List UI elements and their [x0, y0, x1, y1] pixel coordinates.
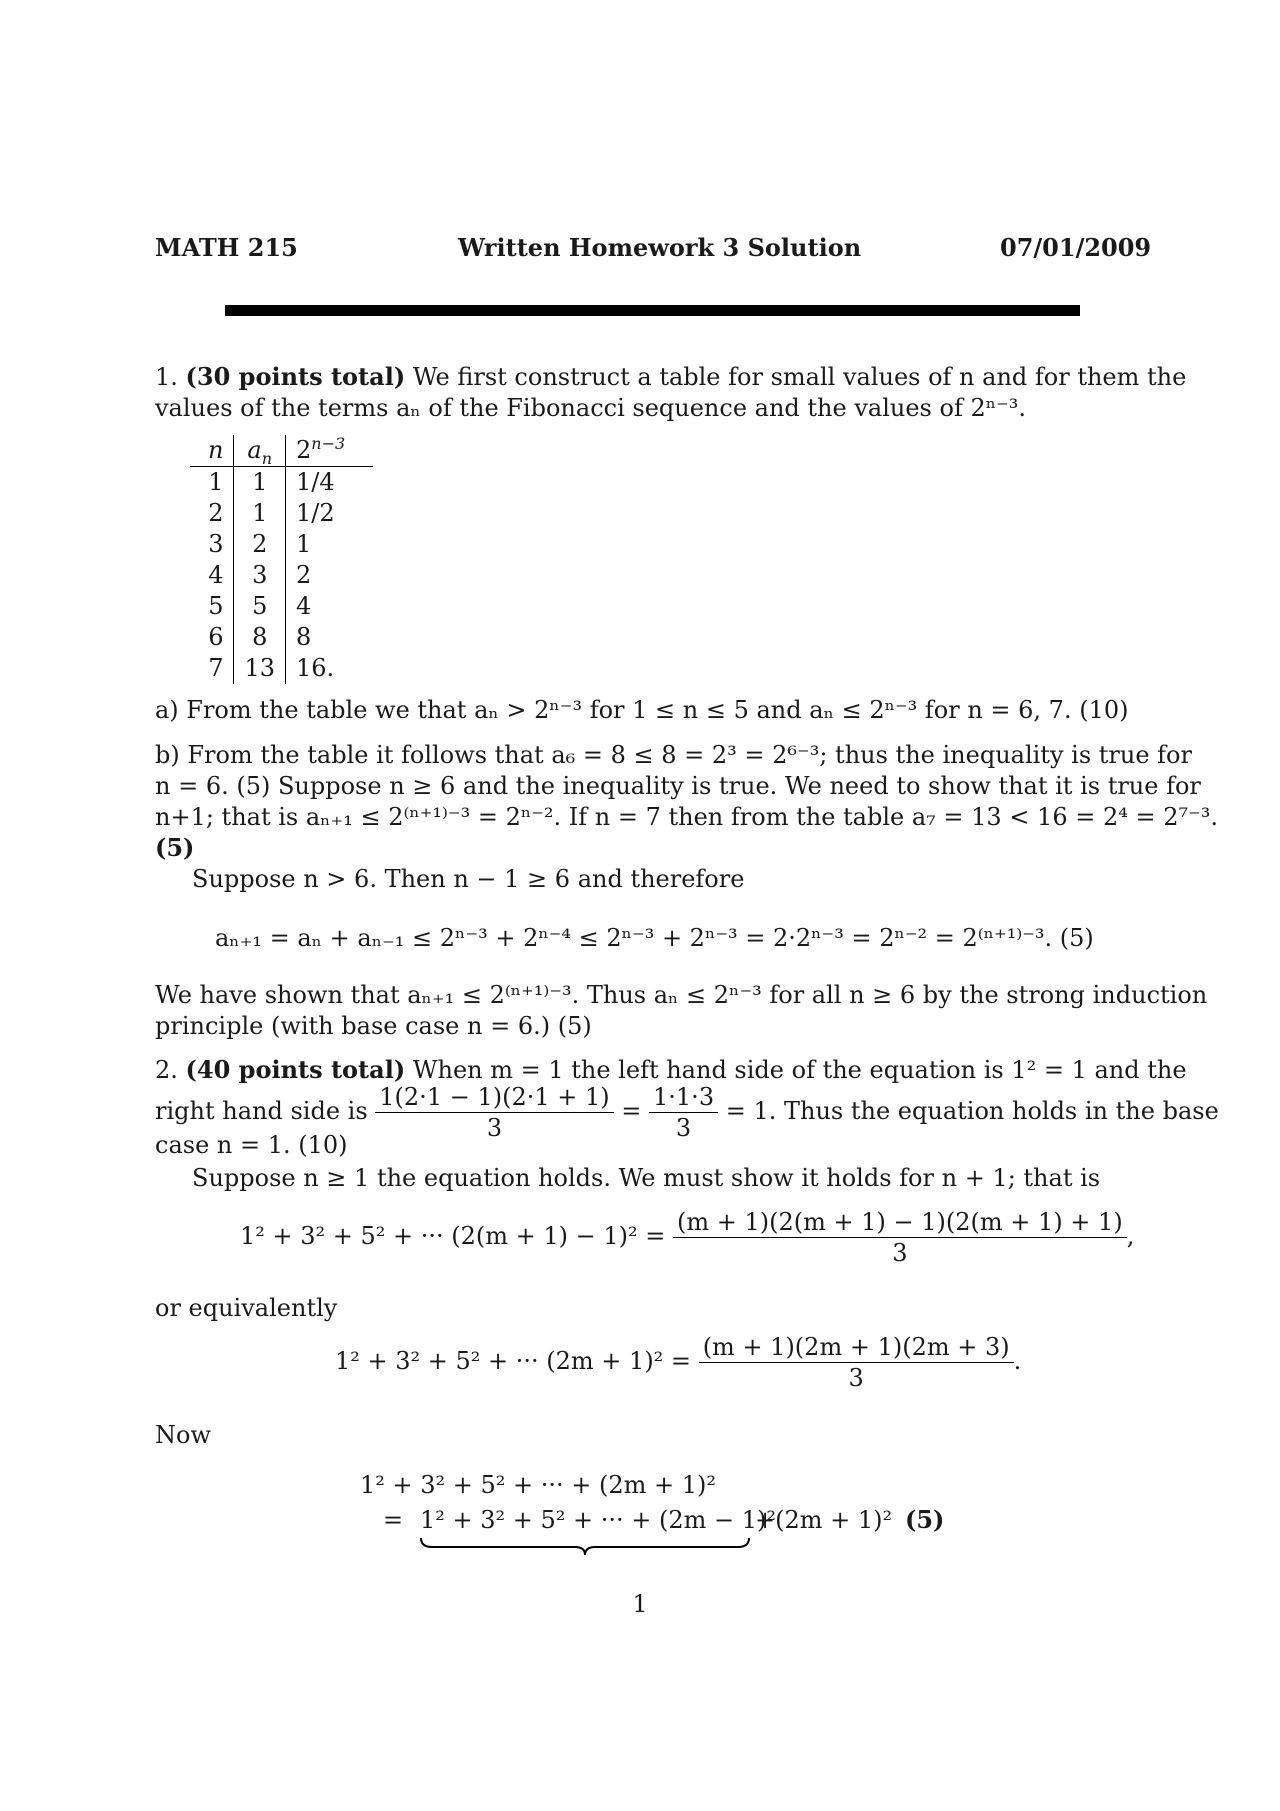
table-cell-n: 6	[190, 622, 234, 653]
part-a: a) From the table we that aₙ > 2ⁿ⁻³ for 1 ≤ n ≤ 5 and aₙ ≤ 2ⁿ⁻³ for n = 6, 7. (10)	[155, 696, 1129, 724]
equation-2-tail: .	[1013, 1347, 1022, 1375]
fraction-rhs-denominator: 3	[486, 1114, 503, 1142]
equation-3-rest: +(2m + 1)²	[755, 1506, 893, 1534]
fraction-simplified-denominator: 3	[675, 1114, 692, 1142]
problem2-text: When m = 1 the left hand side of the equation is 1² = 1 and the	[412, 1056, 1187, 1084]
table-cell-an: 1	[234, 498, 286, 529]
equation-2-numerator: (m + 1)(2m + 1)(2m + 3)	[699, 1332, 1014, 1363]
equation-2-lhs: 1² + 3² + 5² + ··· (2m + 1)² =	[335, 1347, 692, 1375]
fraction-rhs-numerator: 1(2·1 − 1)(2·1 + 1)	[375, 1082, 613, 1113]
table-row	[190, 498, 373, 529]
conclusion-line1: We have shown that aₙ₊₁ ≤ 2⁽ⁿ⁺¹⁾⁻³. Thus aₙ ≤ 2ⁿ⁻³ for all n ≥ 6 by the strong induction	[155, 981, 1208, 1009]
fraction-simplified	[649, 1082, 718, 1143]
table-header-an: $a_n$	[234, 435, 286, 467]
part-b-line2: n = 6. (5) Suppose n ≥ 6 and the inequality is true. We need to show that it is true for	[155, 772, 1201, 800]
table-cell-an: 13	[234, 653, 286, 684]
table-row	[190, 529, 373, 560]
page-number: 1	[632, 1590, 648, 1618]
equation-2	[335, 1330, 1021, 1393]
table-row	[190, 560, 373, 591]
problem1-intro-text: We first construct a table for small values of n and for them the	[412, 363, 1187, 391]
equation-3-eq-sign: =	[383, 1506, 404, 1534]
problem1-intro-line1	[155, 362, 1186, 392]
table-cell-power: 1	[296, 530, 312, 558]
table-cell-n: 5	[190, 591, 234, 622]
table-cell-power: 8	[296, 623, 312, 651]
table-cell-n: 2	[190, 498, 234, 529]
table-header-n: n	[190, 435, 234, 467]
problem2-line2-tail: = 1. Thus the equation holds in the base	[725, 1097, 1219, 1125]
underbrace	[420, 1537, 750, 1557]
equation-1-fraction	[673, 1207, 1127, 1268]
table-cell-n: 3	[190, 529, 234, 560]
equation-2-fraction	[699, 1332, 1014, 1393]
or-equivalently: or equivalently	[155, 1294, 338, 1322]
conclusion-line2: principle (with base case n = 6.) (5)	[155, 1012, 592, 1040]
table-cell-power: 2	[296, 561, 312, 589]
course-label: MATH 215	[155, 233, 298, 262]
table-cell-n: 7	[190, 653, 234, 684]
equation-2-denominator: 3	[848, 1364, 864, 1392]
equation-1	[240, 1205, 1134, 1268]
problem2-line3: case n = 1. (10)	[155, 1131, 348, 1159]
equation-3-points: (5)	[905, 1505, 945, 1534]
table-cell-an: 2	[234, 529, 286, 560]
problem1-points: (30 points total)	[185, 362, 406, 391]
part-b-line1: b) From the table it follows that a₆ = 8 ≤ 8 = 2³ = 2⁶⁻³; thus the inequality is true for	[155, 741, 1192, 769]
now-label: Now	[155, 1421, 211, 1449]
document-title: Written Homework 3 Solution	[458, 233, 862, 262]
problem1-intro-line2: values of the terms aₙ of the Fibonacci sequence and the values of 2ⁿ⁻³.	[155, 394, 1027, 422]
table-cell-power: 4	[296, 592, 312, 620]
table-row	[190, 467, 373, 499]
table-cell-power: 16.	[296, 654, 335, 682]
table-cell-power: 1/4	[296, 468, 335, 496]
table-header-row	[190, 435, 373, 467]
table-row	[190, 591, 373, 622]
table-cell-an: 8	[234, 622, 286, 653]
table-header-power: $2^{n-3}$	[286, 435, 374, 467]
equals-sign: =	[621, 1097, 642, 1125]
equation-1-denominator: 3	[892, 1239, 908, 1267]
problem2-rhs-label: right hand side is	[155, 1097, 368, 1125]
fraction-simplified-numerator: 1·1·3	[649, 1082, 718, 1113]
problem2-number: 2.	[155, 1056, 178, 1084]
induction-equation: aₙ₊₁ = aₙ + aₙ₋₁ ≤ 2ⁿ⁻³ + 2ⁿ⁻⁴ ≤ 2ⁿ⁻³ + 2ⁿ⁻³ = 2·2ⁿ⁻³ = 2ⁿ⁻² = 2⁽ⁿ⁺¹⁾⁻³. (5)	[215, 924, 1094, 952]
table-cell-n: 1	[190, 467, 234, 499]
header-rule	[225, 305, 1080, 316]
part-b-line3: n+1; that is aₙ₊₁ ≤ 2⁽ⁿ⁺¹⁾⁻³ = 2ⁿ⁻². If n = 7 then from the table a₇ = 13 < 16 = 2⁴ = 2⁷⁻³.	[155, 803, 1219, 831]
fibonacci-table	[190, 435, 373, 684]
table-cell-an: 5	[234, 591, 286, 622]
table-row	[190, 622, 373, 653]
problem1-number: 1.	[155, 363, 178, 391]
problem2-points: (40 points total)	[185, 1055, 406, 1084]
table-row	[190, 653, 373, 684]
equation-1-lhs: 1² + 3² + 5² + ··· (2(m + 1) − 1)² =	[240, 1222, 666, 1250]
fraction-rhs	[375, 1082, 613, 1143]
table-cell-n: 4	[190, 560, 234, 591]
part-b-line4: (5)	[155, 833, 195, 862]
problem2-line4: Suppose n ≥ 1 the equation holds. We must show it holds for n + 1; that is	[192, 1164, 1101, 1192]
equation-3-underbrace-term: 1² + 3² + 5² + ··· + (2m − 1)²	[420, 1506, 777, 1534]
table-cell-power: 1/2	[296, 499, 335, 527]
table-cell-an: 3	[234, 560, 286, 591]
equation-3-line1: 1² + 3² + 5² + ··· + (2m + 1)²	[360, 1471, 717, 1499]
table-cell-an: 1	[234, 467, 286, 499]
equation-1-numerator: (m + 1)(2(m + 1) − 1)(2(m + 1) + 1)	[673, 1207, 1127, 1238]
equation-1-tail: ,	[1126, 1222, 1135, 1250]
document-date: 07/01/2009	[1000, 233, 1152, 262]
suppose-line: Suppose n > 6. Then n − 1 ≥ 6 and therefore	[192, 865, 745, 893]
